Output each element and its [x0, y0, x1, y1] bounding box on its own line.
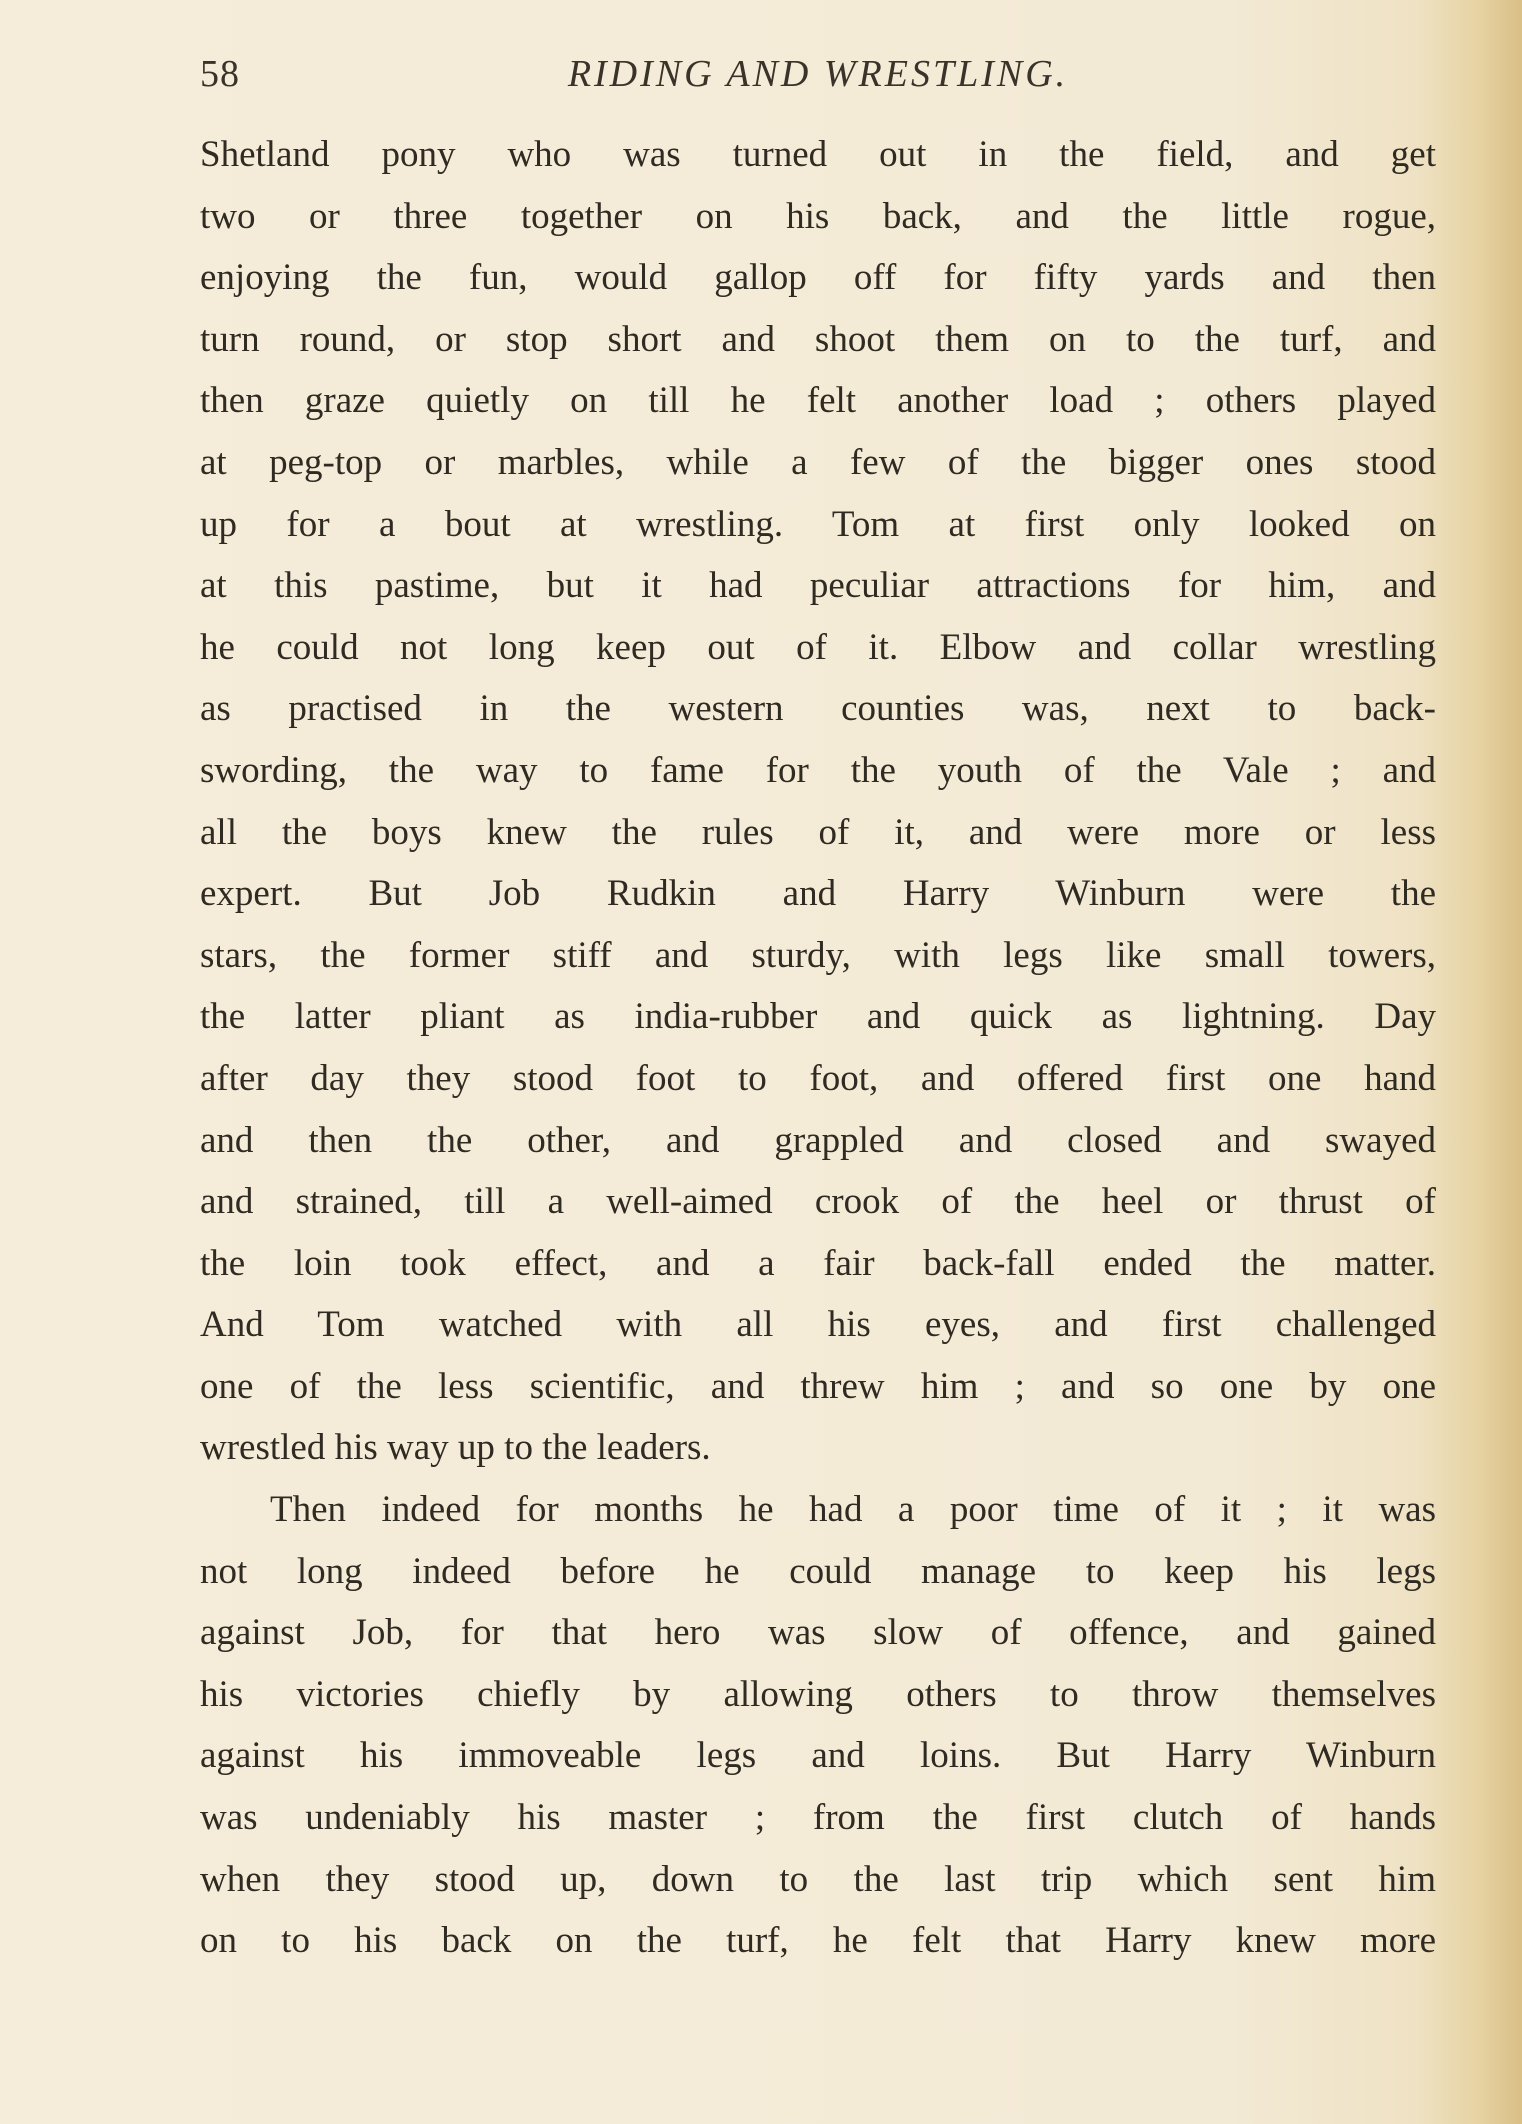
text-line: on to his back on the turf, he felt that Harry knew more	[200, 1920, 1436, 1962]
paragraph-start-line: Then indeed for months he had a poor time of it ; it was	[270, 1489, 1436, 1531]
paragraph-end-line: wrestled his way up to the leaders.	[200, 1427, 711, 1469]
text-line: two or three together on his back, and the little rogue,	[200, 195, 1436, 237]
text-line: as practised in the western counties was, next to back-	[200, 688, 1436, 730]
text-line: and then the other, and grappled and closed and swayed	[200, 1119, 1436, 1161]
text-line: at peg-top or marbles, while a few of the bigger ones stood	[200, 441, 1436, 483]
text-line: the latter pliant as india-rubber and quick as lightning. Day	[200, 996, 1436, 1038]
text-line: and strained, till a well-aimed crook of the heel or thrust of	[200, 1181, 1436, 1223]
running-head	[200, 52, 1436, 112]
text-line: turn round, or stop short and shoot them on to the turf, and	[200, 318, 1436, 360]
text-line: Shetland pony who was turned out in the field, and get	[200, 134, 1436, 175]
text-line: his victories chiefly by allowing others to throw themselves	[200, 1673, 1436, 1715]
text-line: against Job, for that hero was slow of offence, and gained	[200, 1612, 1436, 1654]
text-line: up for a bout at wrestling. Tom at first only looked on	[200, 503, 1436, 545]
text-line: stars, the former stiff and sturdy, with legs like small towers,	[200, 934, 1436, 976]
body-text	[200, 124, 1436, 1972]
text-line: not long indeed before he could manage to keep his legs	[200, 1550, 1436, 1592]
text-line: was undeniably his master ; from the first clutch of hands	[200, 1797, 1436, 1839]
text-line: after day they stood foot to foot, and offered first one hand	[200, 1057, 1436, 1099]
text-line: the loin took effect, and a fair back-fall ended the matter.	[200, 1242, 1436, 1284]
running-head-title: RIDING AND WRESTLING.	[567, 53, 1069, 95]
text-line: And Tom watched with all his eyes, and first challenged	[200, 1304, 1436, 1346]
text-line: then graze quietly on till he felt another load ; others played	[200, 380, 1436, 422]
page-number: 58	[200, 53, 240, 95]
text-line: enjoying the fun, would gallop off for fifty yards and then	[200, 257, 1436, 299]
text-line: swording, the way to fame for the youth of the Vale ; and	[200, 749, 1436, 791]
text-line: expert. But Job Rudkin and Harry Winburn were the	[200, 873, 1436, 915]
text-line: one of the less scientific, and threw him ; and so one by one	[200, 1365, 1436, 1407]
text-line: all the boys knew the rules of it, and were more or less	[200, 811, 1436, 853]
text-line: at this pastime, but it had peculiar attractions for him, and	[200, 565, 1436, 607]
text-line: when they stood up, down to the last trip which sent him	[200, 1858, 1436, 1900]
text-line: he could not long keep out of it. Elbow and collar wrestling	[200, 626, 1436, 668]
text-line: against his immoveable legs and loins. But Harry Winburn	[200, 1735, 1436, 1777]
